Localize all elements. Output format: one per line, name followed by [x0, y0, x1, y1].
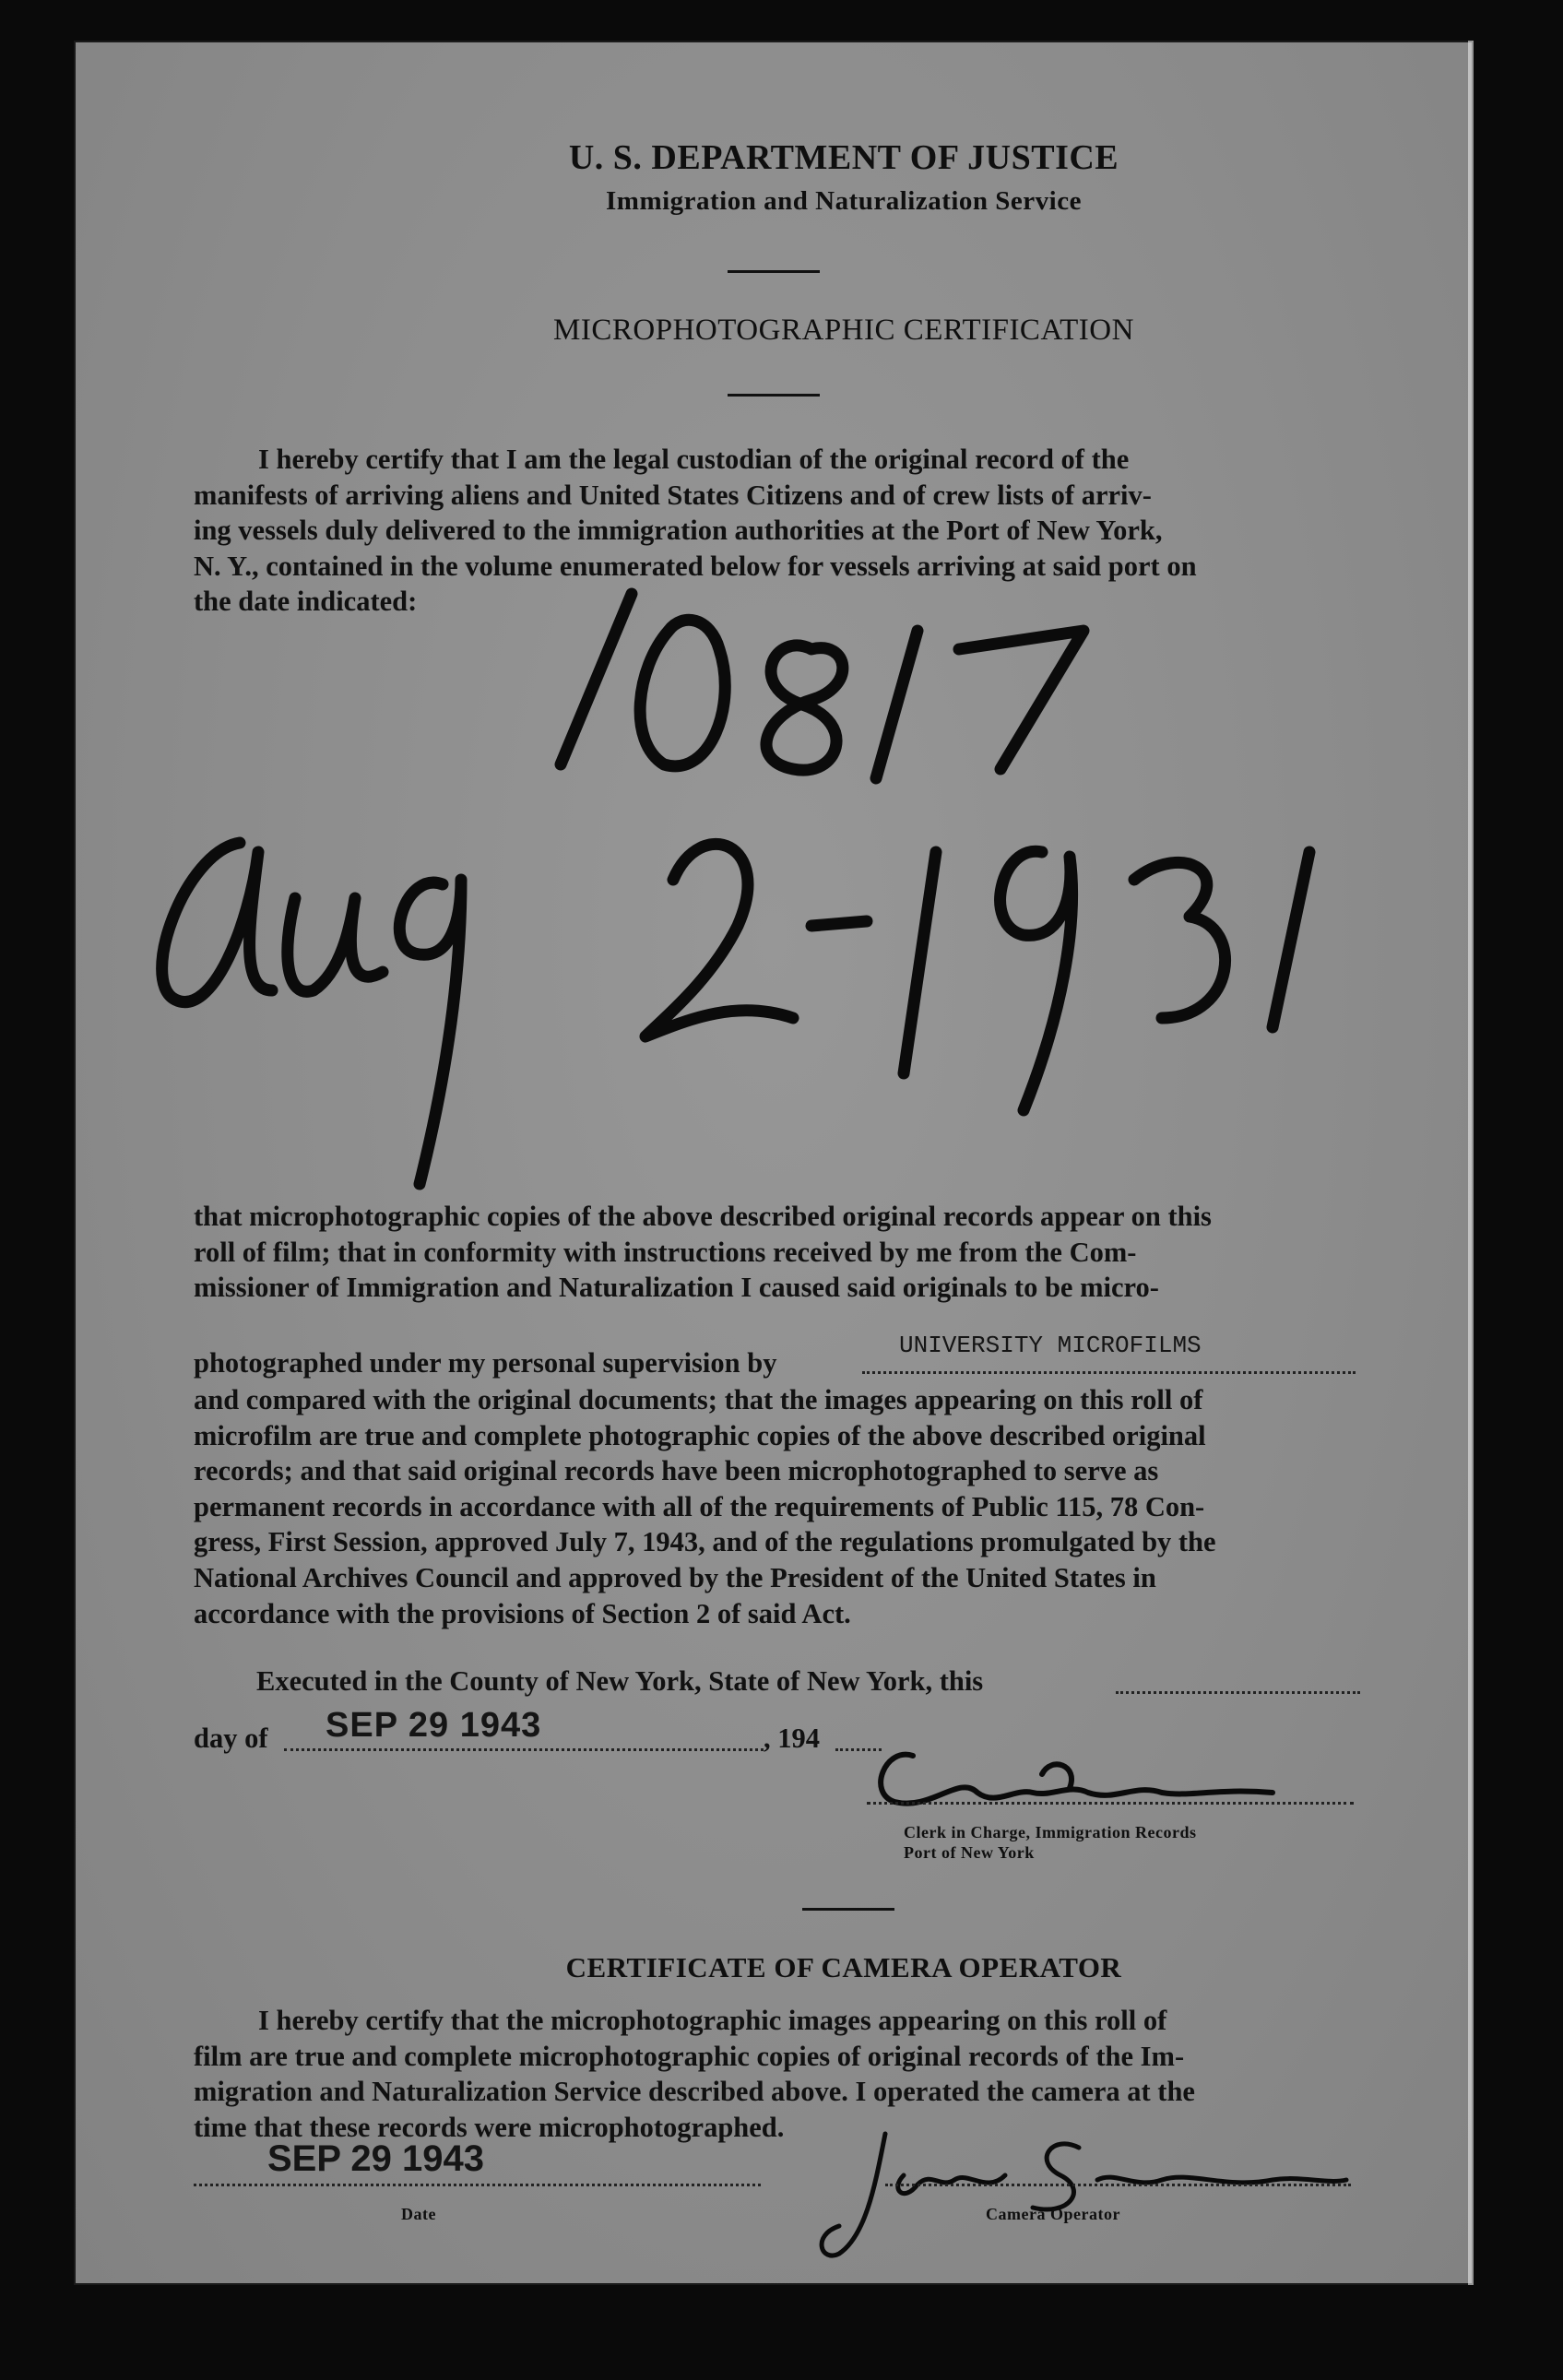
body-line: microfilm are true and complete photographic copies of the above described original: [194, 1419, 1206, 1451]
body-line: gress, First Session, approved July 7, 1943, and of the regulations promulgated by the: [194, 1526, 1216, 1558]
supervision-line: photographed under my personal supervision by: [194, 1347, 777, 1379]
body-line: permanent records in accordance with all of the requirements of Public 115, 78 Con-: [194, 1490, 1205, 1522]
body-line: National Archives Council and approved by the President of the United States in: [194, 1561, 1156, 1593]
intro-line: I hereby certify that I am the legal custodian of the original record of the: [258, 444, 1130, 475]
form-title: MICROPHOTOGRAPHIC CERTIFICATION: [553, 314, 1134, 347]
year-prefix: , 194: [764, 1723, 820, 1754]
clerk-title-2: Port of New York: [904, 1843, 1035, 1862]
intro-line: ing vessels duly delivered to the immigration authorities at the Port of New York,: [194, 515, 1163, 547]
camera-date-stamp: SEP 29 1943: [267, 2138, 485, 2179]
service-subheading: Immigration and Naturalization Service: [606, 186, 1082, 216]
executed-line: Executed in the County of New York, State of New York, this: [256, 1665, 984, 1697]
camera-operator-label: Camera Operator: [986, 2205, 1120, 2223]
camera-line: migration and Naturalization Service described above. I operated the camera at the: [194, 2076, 1195, 2108]
clerk-title-1: Clerk in Charge, Immigration Records: [904, 1823, 1197, 1841]
body-line: roll of film; that in conformity with instructions received by me from the Com-: [194, 1236, 1137, 1268]
microfilmer-stamp: UNIVERSITY MICROFILMS: [899, 1332, 1202, 1359]
department-heading: U. S. DEPARTMENT OF JUSTICE: [568, 138, 1119, 177]
body-line: records; and that said original records have been microphotographed to serve as: [194, 1455, 1159, 1487]
body-line: and compared with the original documents; that the images appearing on this roll of: [194, 1384, 1203, 1415]
intro-line: manifests of arriving aliens and United States Citizens and of crew lists of arriv-: [194, 479, 1152, 511]
camera-date-label: Date: [401, 2205, 436, 2223]
execution-date-stamp: SEP 29 1943: [326, 1706, 542, 1745]
camera-line: time that these records were microphotographed.: [194, 2111, 785, 2143]
camera-operator-line: [885, 2184, 1351, 2186]
camera-operator-signature: [74, 41, 1474, 2285]
camera-line: I hereby certify that the microphotographic images appearing on this roll of: [258, 2005, 1167, 2036]
camera-line: film are true and complete microphotographic copies of original records of the Im-: [194, 2040, 1185, 2072]
body-line: missioner of Immigration and Naturalization I caused said originals to be micro-: [194, 1272, 1159, 1304]
document-sheet: [74, 41, 1474, 2285]
intro-line: N. Y., contained in the volume enumerated below for vessels arriving at said port on: [194, 550, 1197, 582]
body-line: accordance with the provisions of Section 2 of said Act.: [194, 1597, 851, 1629]
day-of-label: day of: [194, 1723, 268, 1754]
intro-line: the date indicated:: [194, 586, 418, 618]
camera-certificate-title: CERTIFICATE OF CAMERA OPERATOR: [565, 1951, 1122, 1983]
body-line: that microphotographic copies of the above described original records appear on this: [194, 1201, 1212, 1232]
